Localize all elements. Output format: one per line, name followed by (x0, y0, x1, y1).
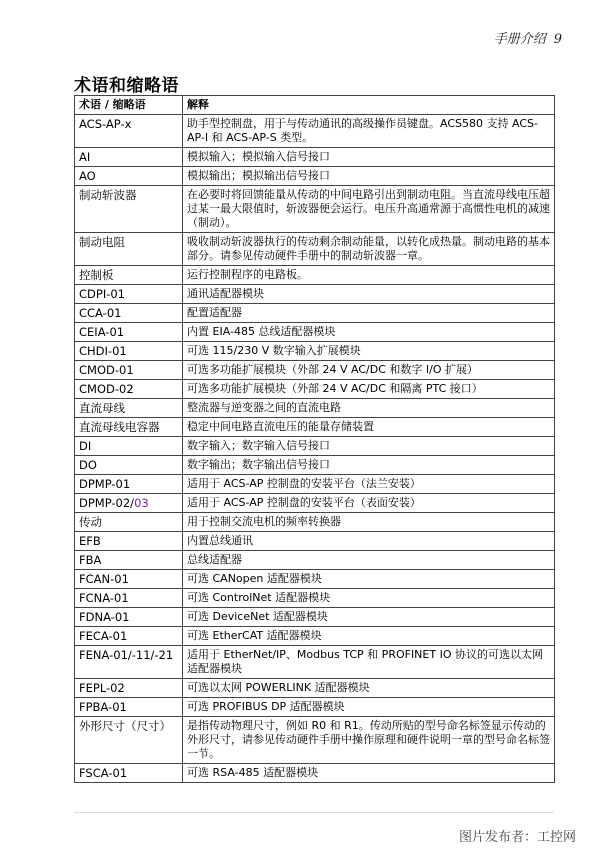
table-row (75, 513, 555, 532)
term-cell: CHDI-01 (75, 342, 183, 361)
table-row (75, 627, 555, 646)
term-cell: FCAN-01 (75, 570, 183, 589)
table-row-highlighted (75, 148, 555, 167)
term-cell: DO (75, 456, 183, 475)
description-cell: 可选 CANopen 适配器模块 (183, 570, 555, 589)
table-row (75, 532, 555, 551)
term-cell (75, 494, 183, 513)
table-row (75, 304, 555, 323)
table-row (75, 342, 555, 361)
table-row (75, 698, 555, 717)
term-cell: FEPL-02 (75, 679, 183, 698)
term-cell: FCNA-01 (75, 589, 183, 608)
term-cell: FENA-01/-11/-21 (75, 646, 183, 679)
term-cell: FPBA-01 (75, 698, 183, 717)
description-cell: 模拟输出；模拟输出信号接口 (183, 167, 555, 186)
table-row (75, 186, 555, 233)
description-cell: 数字输出；数字输出信号接口 (183, 456, 555, 475)
footer-divider (74, 812, 554, 813)
term-cell: DPMP-01 (75, 475, 183, 494)
table-row (75, 679, 555, 698)
table-header-row (75, 96, 555, 115)
table-row-highlighted (75, 456, 555, 475)
description-cell: 吸收制动斩波器执行的传动剩余制动能量，以转化成热量。制动电路的基本部分。请参见传动硬件手册中的制动斩波器一章。 (183, 233, 555, 266)
section-title: 术语和缩略语 (74, 76, 179, 96)
table-row (75, 589, 555, 608)
description-cell: 运行控制程序的电路板。 (183, 266, 555, 285)
term-cell: CEIA-01 (75, 323, 183, 342)
term-cell: DI (75, 437, 183, 456)
table-row (75, 380, 555, 399)
table-row (75, 764, 555, 783)
table-row (75, 399, 555, 418)
column-header-term: 术语 / 缩略语 (75, 96, 183, 115)
term-cell: CCA-01 (75, 304, 183, 323)
description-cell: 适用于 ACS-AP 控制盘的安装平台（表面安装） (183, 494, 555, 513)
column-header-description: 解释 (183, 96, 555, 115)
description-cell: 适用于 ACS-AP 控制盘的安装平台（法兰安装） (183, 475, 555, 494)
term-cell: 外形尺寸（尺寸） (75, 717, 183, 764)
description-cell: 数字输入；数字输入信号接口 (183, 437, 555, 456)
description-cell: 可选 115/230 V 数字输入扩展模块 (183, 342, 555, 361)
description-cell: 可选以太网 POWERLINK 适配器模块 (183, 679, 555, 698)
chapter-title: 手册介绍 (493, 32, 546, 47)
term-cell: FECA-01 (75, 627, 183, 646)
term-cell: 传动 (75, 513, 183, 532)
description-cell: 用于控制交流电机的频率转换器 (183, 513, 555, 532)
term-cell: 制动电阻 (75, 233, 183, 266)
description-cell: 可选 RSA-485 适配器模块 (183, 764, 555, 783)
page-number: 9 (553, 32, 562, 47)
table-row-highlighted (75, 437, 555, 456)
table-row (75, 285, 555, 304)
term-cell: FBA (75, 551, 183, 570)
description-cell: 是指传动物理尺寸，例如 R0 和 R1。传动所贴的型号命名标签显示传动的外形尺寸，请参见传动硬件手册中操作原理和硬件说明一章的型号命名标签一节。 (183, 717, 555, 764)
description-cell: 可选 EtherCAT 适配器模块 (183, 627, 555, 646)
term-cell: ACS-AP-x (75, 115, 183, 148)
term-cell: CMOD-02 (75, 380, 183, 399)
description-cell: 助手型控制盘，用于与传动通讯的高级操作员键盘。ACS580 支持 ACS-AP-I 和 ACS-AP-S 类型。 (183, 115, 555, 148)
description-cell: 稳定中间电路直流电压的能量存储装置 (183, 418, 555, 437)
table-row (75, 717, 555, 764)
term-cell: FDNA-01 (75, 608, 183, 627)
term-cell: 直流母线 (75, 399, 183, 418)
table-row (75, 475, 555, 494)
table-row (75, 323, 555, 342)
term-cell: 制动斩波器 (75, 186, 183, 233)
description-cell: 配置适配器 (183, 304, 555, 323)
description-cell: 内置 EIA-485 总线适配器模块 (183, 323, 555, 342)
term-cell: FSCA-01 (75, 764, 183, 783)
table-row (75, 418, 555, 437)
term-cell: EFB (75, 532, 183, 551)
description-cell: 在必要时将回馈能量从传动的中间电路引出到制动电阻。当直流母线电压超过某一最大限值时，斩波器便会运行。电压升高通常源于高惯性电机的减速（制动）。 (183, 186, 555, 233)
table-row (75, 115, 555, 148)
term-cell: CMOD-01 (75, 361, 183, 380)
description-cell: 整流器与逆变器之间的直流电路 (183, 399, 555, 418)
description-cell: 可选 PROFIBUS DP 适配器模块 (183, 698, 555, 717)
table-row (75, 646, 555, 679)
term-cell: AI (75, 148, 183, 167)
description-cell: 可选多功能扩展模块（外部 24 V AC/DC 和隔离 PTC 接口） (183, 380, 555, 399)
description-cell: 可选 ControlNet 适配器模块 (183, 589, 555, 608)
description-cell: 适用于 EtherNet/IP、Modbus TCP 和 PROFINET IO 协议的可选以太网适配器模块 (183, 646, 555, 679)
description-cell: 总线适配器 (183, 551, 555, 570)
term-text: DPMP-02/ (79, 496, 135, 510)
term-suffix: 03 (134, 496, 149, 510)
table-row (75, 266, 555, 285)
description-cell: 模拟输入；模拟输入信号接口 (183, 148, 555, 167)
description-cell: 可选多功能扩展模块（外部 24 V AC/DC 和数字 I/O 扩展） (183, 361, 555, 380)
table-row (75, 494, 555, 513)
page-header (494, 28, 562, 47)
description-cell: 可选 DeviceNet 适配器模块 (183, 608, 555, 627)
table-row (75, 570, 555, 589)
table-row (75, 608, 555, 627)
table-row (75, 361, 555, 380)
description-cell: 通讯适配器模块 (183, 285, 555, 304)
table-row (75, 551, 555, 570)
term-cell: 控制板 (75, 266, 183, 285)
term-cell: 直流母线电容器 (75, 418, 183, 437)
table-row (75, 233, 555, 266)
table-row-highlighted (75, 167, 555, 186)
terms-table (74, 95, 555, 783)
watermark: 图片发布者：工控网 (458, 830, 576, 845)
term-cell: AO (75, 167, 183, 186)
description-cell: 内置总线通讯 (183, 532, 555, 551)
term-cell: CDPI-01 (75, 285, 183, 304)
